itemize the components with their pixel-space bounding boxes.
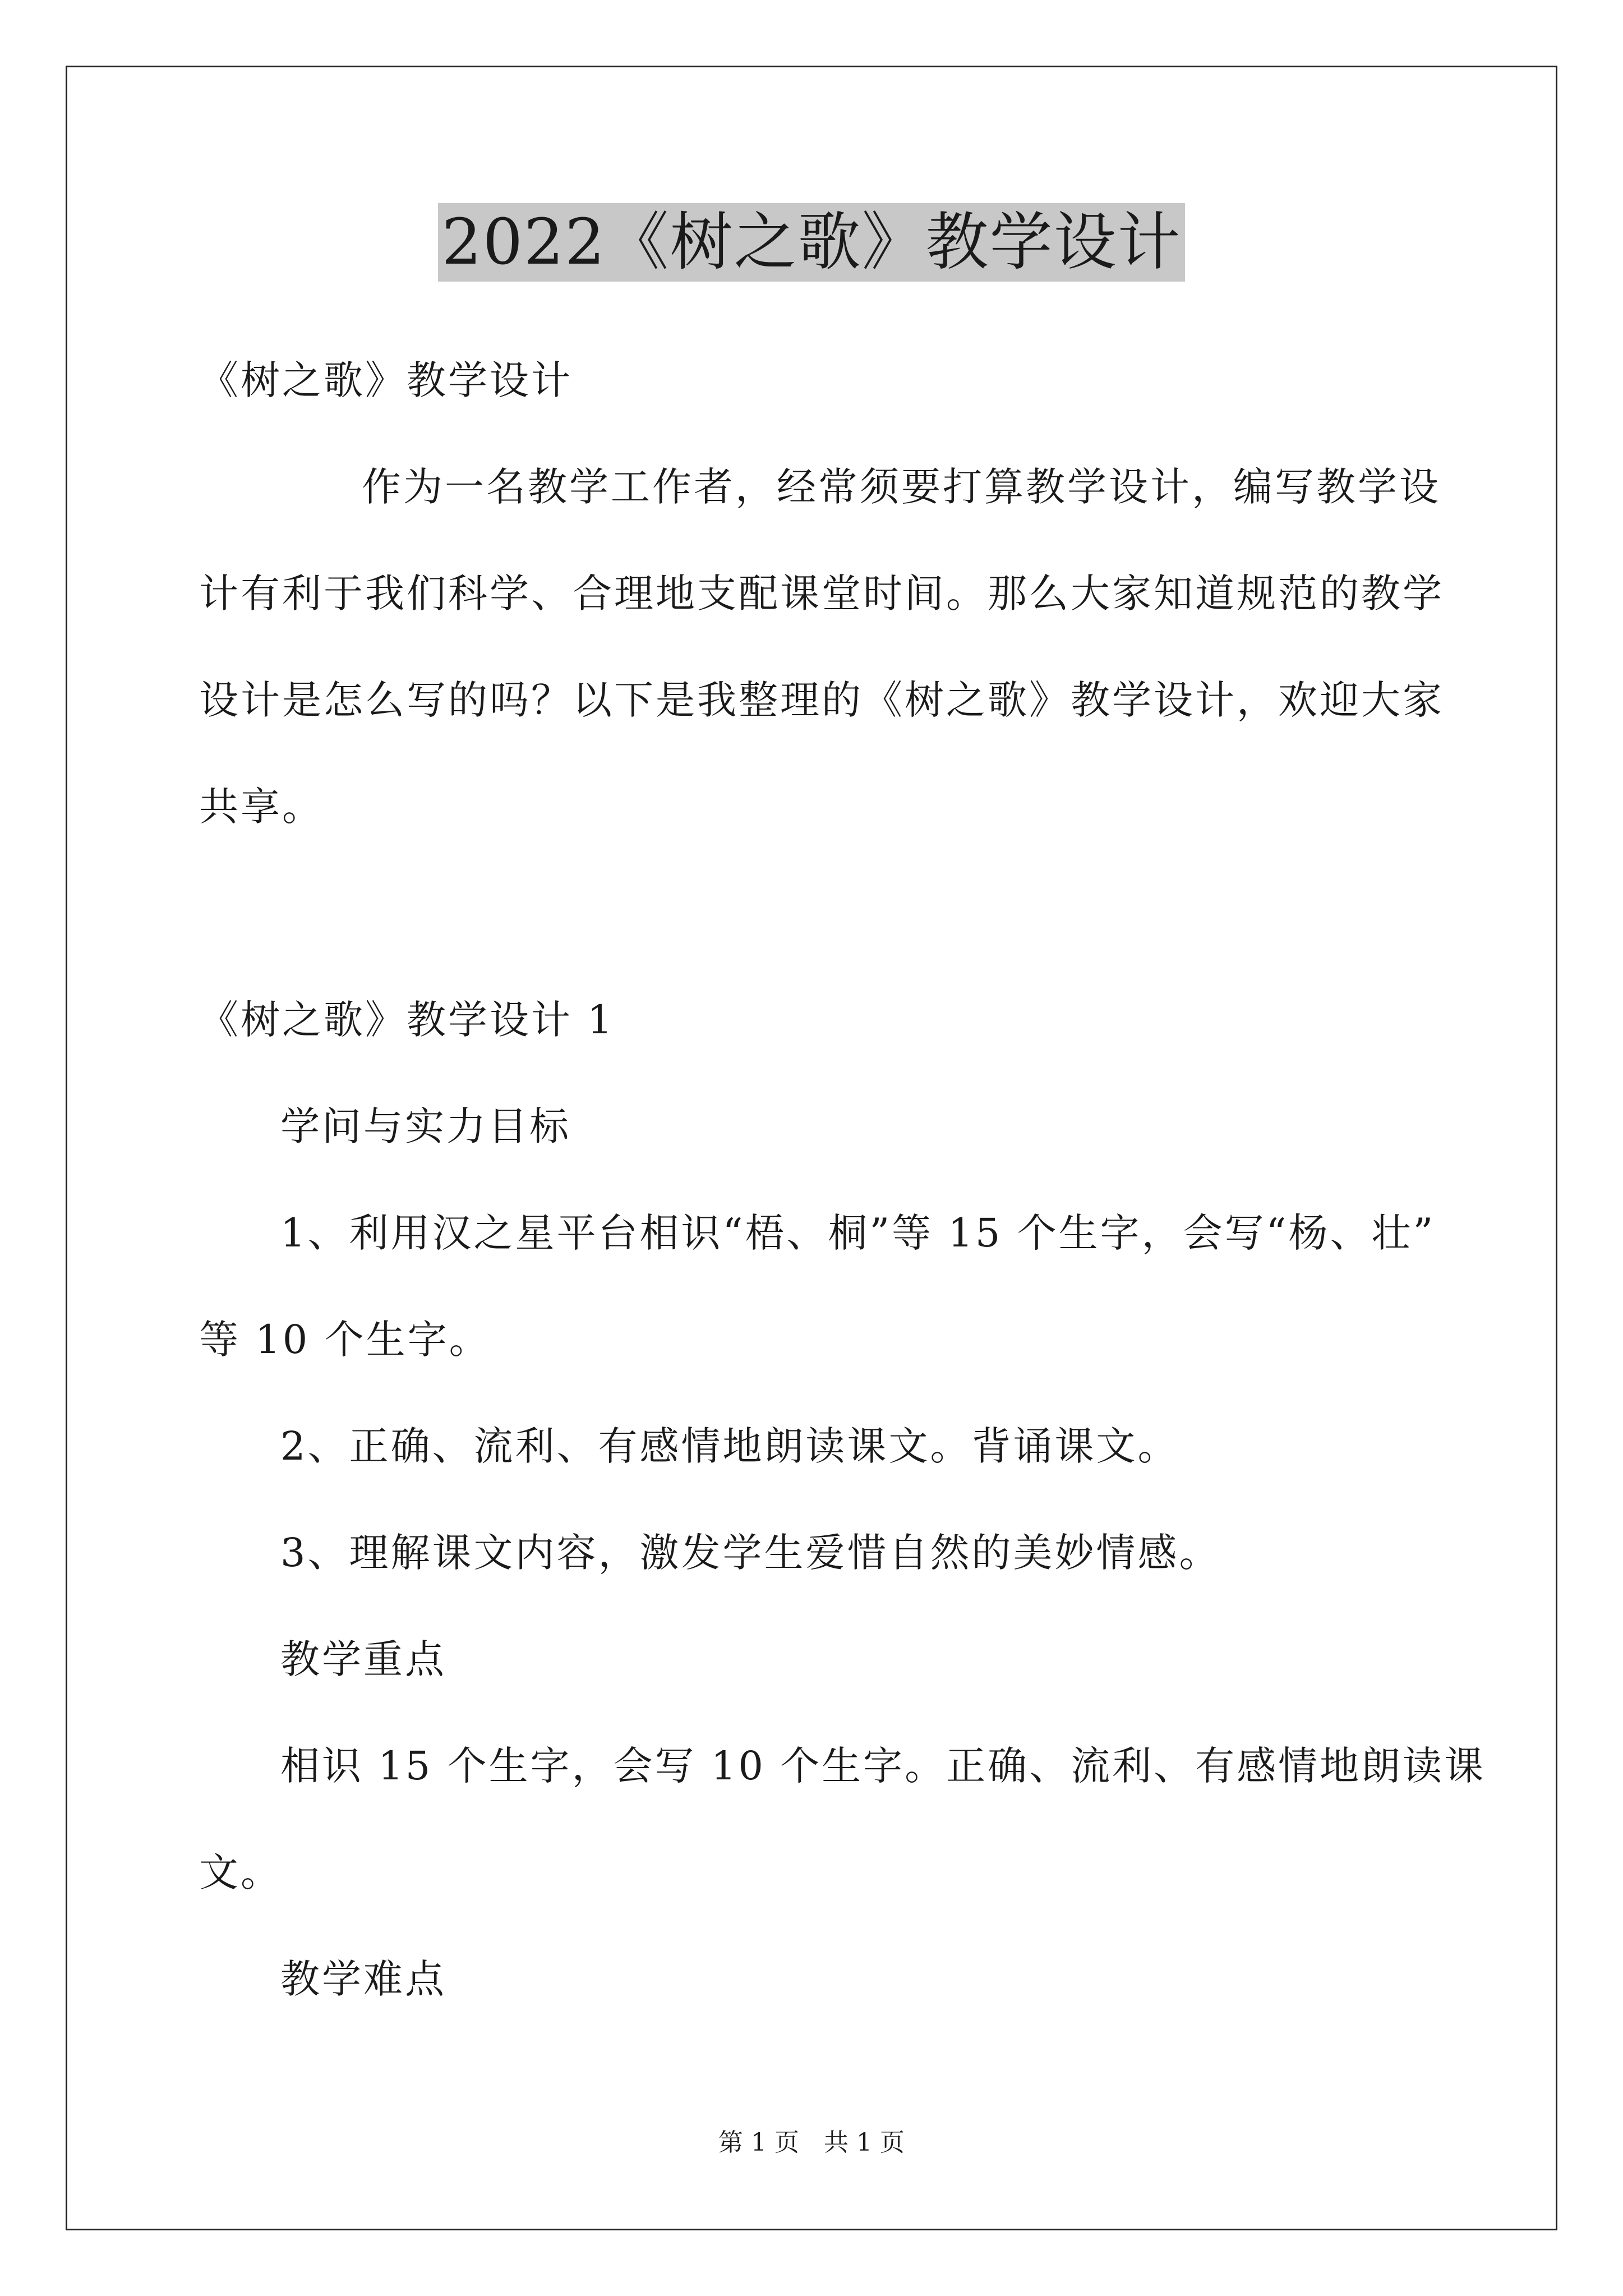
title-container: [0, 203, 1623, 282]
goal-1-line-2: 等 10 个生字。: [199, 1317, 491, 1363]
goal-3: 3、理解课文内容，激发学生爱惜自然的美妙情感。: [280, 1530, 1221, 1576]
goals-heading: 学问与实力目标: [280, 1103, 571, 1149]
goal-1-line-1: 1、利用汉之星平台相识“梧、桐”等 15 个生字，会写“杨、壮”: [280, 1210, 1436, 1256]
key-points-line-1: 相识 15 个生字，会写 10 个生字。正确、流利、有感情地朗读课: [280, 1743, 1486, 1789]
intro-line-3: 设计是怎么写的吗？以下是我整理的《树之歌》教学设计，欢迎大家: [199, 677, 1444, 723]
key-points-line-2: 文。: [199, 1849, 282, 1895]
difficulties-heading: 教学难点: [280, 1956, 446, 2002]
document-title: 2022《树之歌》教学设计: [438, 203, 1184, 282]
goal-2: 2、正确、流利、有感情地朗读课文。背诵课文。: [280, 1423, 1179, 1469]
intro-line-2: 计有利于我们科学、合理地支配课堂时间。那么大家知道规范的教学: [199, 570, 1444, 616]
section-heading: 《树之歌》教学设计 1: [199, 997, 615, 1043]
subtitle: 《树之歌》教学设计: [199, 357, 573, 403]
page-footer: 第 1 页 共 1 页: [718, 2128, 905, 2157]
intro-line-1: 作为一名教学工作者，经常须要打算教学设计，编写教学设: [362, 464, 1441, 510]
key-points-heading: 教学重点: [280, 1636, 446, 1682]
intro-line-4: 共享。: [199, 784, 324, 830]
